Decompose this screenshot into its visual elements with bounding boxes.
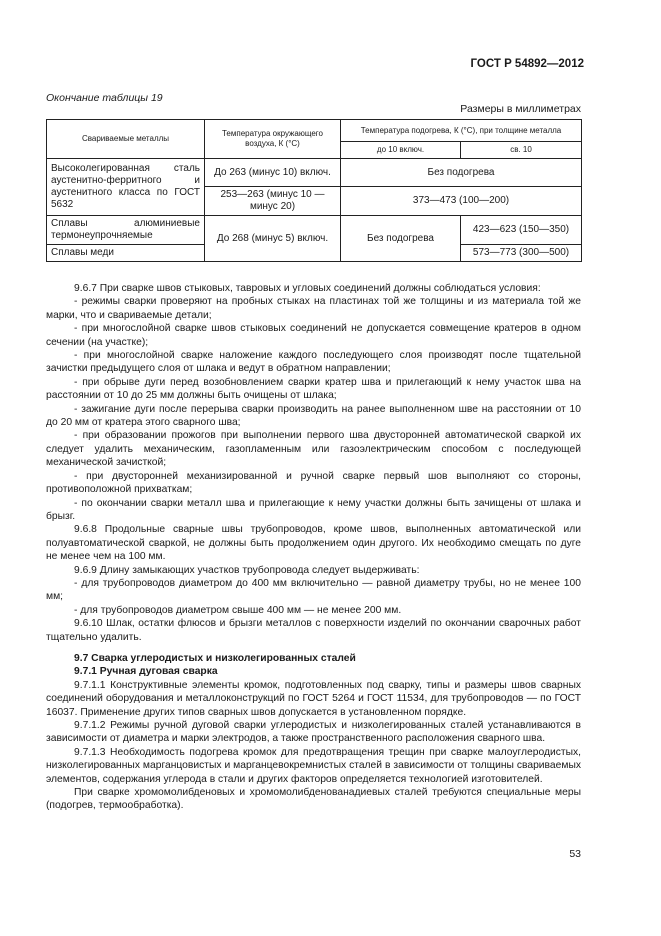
header-upto10: до 10 включ. (341, 142, 461, 159)
units-caption: Размеры в миллиметрах (460, 103, 581, 115)
preheat-over10-cell: 423—623 (150—350) (461, 216, 582, 245)
table-continuation-caption: Окончание таблицы 19 (46, 92, 163, 104)
paragraph: - при обрыве дуги перед возобновлением сварки кратер шва и прилегающий к нему участок шва на расстоянии от 10 до 25 мм должны быть очищены от шлака; (46, 376, 581, 402)
header-over10: св. 10 (461, 142, 582, 159)
paragraph: - зажигание дуги после перерыва сварки производить на ранее выполненном шве на расстоянии от 10 до 20 мм от кратера этого сварного шва; (46, 403, 581, 429)
paragraph: - режимы сварки проверяют на пробных стыках на пластинах той же толщины и из материала той же марки, что и свариваемые детали; (46, 296, 581, 321)
paragraph: 9.7.1.1 Конструктивные элементы кромок, подготовленных под сварку, типы и размеры швов сварных соединений оборудования и металлоконструкций по ГОСТ 5264 и ГОСТ 11534, для трубопроводов — по ГОСТ 16037. Применение других типов сварных швов допускается в установленном порядке. (46, 679, 581, 718)
header-metals: Свариваемые металлы (47, 120, 205, 159)
paragraph: - при многослойной сварке швов стыковых соединений не допускается совмещение кратеров в одном сечении (на участке); (46, 323, 581, 348)
paragraph: - по окончании сварки металл шва и прилегающие к нему участки должны быть зачищены от шлака и брызг. (46, 497, 581, 522)
subsection-heading: 9.7.1 Ручная дуговая сварка (74, 666, 218, 678)
header-preheat: Температура подогрева, К (°С), при толщине металла (341, 120, 582, 142)
preheat-table (46, 119, 582, 262)
paragraph: - при образовании прожогов при выполнении первого шва двусторонней автоматической сваркой их следует удалить механическим, газопламенным или газоэлектрическим способом с последующей механической зачисткой; (46, 430, 581, 469)
paragraph: - при двусторонней механизированной и ручной сварке первый шов выполняют со стороны, противоположной прихваткам; (46, 470, 581, 496)
metal-cell: Сплавы алюминиевые термонеупрочняемые (47, 216, 205, 245)
paragraph: - для трубопроводов диаметром свыше 400 мм — не менее 200 мм. (74, 604, 402, 616)
metal-cell: Сплавы меди (47, 245, 205, 262)
section-heading: 9.7 Сварка углеродистых и низколегированных сталей (74, 652, 356, 664)
preheat-over10-cell: 573—773 (300—500) (461, 245, 582, 262)
standard-header: ГОСТ Р 54892—2012 (470, 58, 584, 70)
paragraph: - при многослойной сварке наложение каждого последующего слоя производят после тщательной зачистки предыдущего слоя от шлака и ведут в обратном направлении; (46, 350, 581, 375)
paragraph: При сварке хромомолибденовых и хромомолибденованадиевых сталей требуются специальные меры (подогрев, термообработка). (46, 787, 581, 812)
paragraph: - для трубопроводов диаметром до 400 мм включительно — равной диаметру трубы, но не менее 100 мм; (46, 577, 581, 603)
table-row (47, 216, 582, 245)
paragraph: 9.6.9 Длину замыкающих участков трубопровода следует выдерживать: (74, 564, 420, 576)
header-ambient: Температура окружающего воздуха, К (°С) (205, 120, 341, 159)
preheat-cell: 373—473 (100—200) (341, 187, 582, 216)
paragraph: 9.6.7 При сварке швов стыковых, тавровых и угловых соединений должны соблюдаться условия: (74, 283, 541, 294)
table-row (47, 159, 582, 187)
preheat-cell: Без подогрева (341, 159, 582, 187)
page-number: 53 (569, 848, 581, 860)
paragraph: 9.6.10 Шлак, остатки флюсов и брызги металлов с поверхности изделий по окончании сварочных работ тщательно удалить. (46, 618, 581, 643)
ambient-cell: До 263 (минус 10) включ. (205, 159, 341, 187)
paragraph: 9.6.8 Продольные сварные швы трубопроводов, кроме швов, выполненных автоматической или полуавтоматической сваркой, не должны быть продолжением один другого. Их необходимо смещать по дуге не менее чем на 100 мм. (46, 524, 581, 563)
paragraph: 9.7.1.3 Необходимость подогрева кромок для предотвращения трещин при сварке малоуглеродистых, низколегированных марганцовистых и марганцевокремнистых сталей в зависимости от толщины свариваемых элементов, содержания углерода в стали и других факторов определяется технологией изготовителей. (46, 746, 581, 785)
paragraph: 9.7.1.2 Режимы ручной дуговой сварки углеродистых и низколегированных сталей устанавливаются в зависимости от диаметра и марки электродов, а также пространственного расположения сварного шва. (46, 720, 581, 745)
ambient-cell: До 268 (минус 5) включ. (205, 216, 341, 262)
document-body (46, 282, 581, 813)
ambient-cell: 253—263 (минус 10 — минус 20) (205, 187, 341, 216)
preheat-upto10-cell: Без подогрева (341, 216, 461, 262)
metal-cell: Высоколегированная сталь аустенитно-ферритного и аустенитного класса по ГОСТ 5632 (47, 159, 205, 216)
